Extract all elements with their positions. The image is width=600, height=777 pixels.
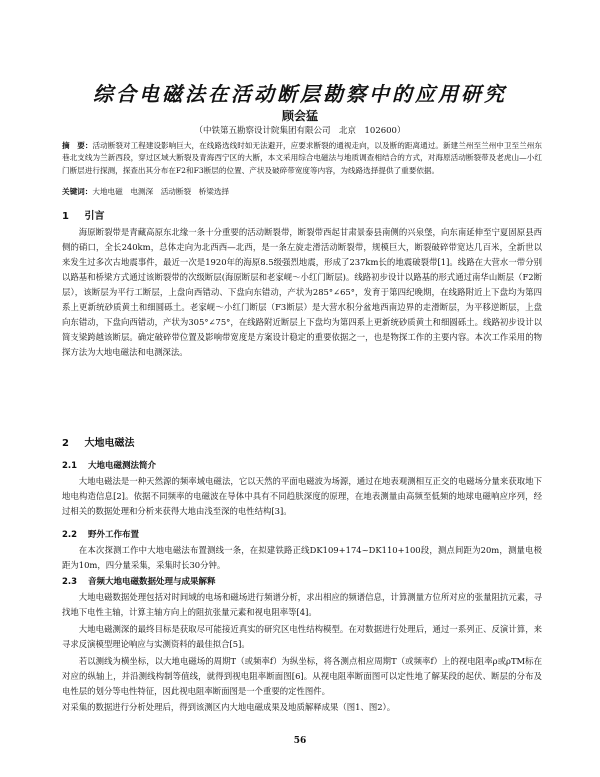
section-1-heading (62, 207, 104, 222)
section-2-number: 2 (62, 438, 69, 449)
subsection-2-3-paragraph-1: 大地电磁数据处理包括对时间域的电场和磁场进行频谱分析，求出相应的频谱信息，计算测量方位所对应的张量阻抗元素，寻找地下电性主轴，计算主轴方向上的阻抗张量元素和视电阻率等[4]。 (62, 592, 542, 617)
subsection-2-2-number: 2.2 (62, 530, 78, 540)
section-2-title: 大地电磁法 (84, 438, 135, 449)
subsection-2-1-title: 大地电磁测法简介 (88, 461, 157, 471)
subsection-2-1-heading (62, 459, 156, 471)
section-1-title: 引言 (84, 211, 105, 222)
subsection-2-1-number: 2.1 (62, 461, 78, 471)
author-name: 顾会猛 (281, 109, 318, 123)
subsection-2-3-heading (62, 575, 216, 587)
section-1-number: 1 (62, 211, 69, 222)
abstract-block (62, 140, 542, 177)
paper-title: 综合电磁法在活动断层勘察中的应用研究 (93, 82, 507, 106)
page-number: 56 (293, 736, 307, 746)
subsection-2-2-title: 野外工作布置 (88, 530, 140, 540)
subsection-2-3-title: 音频大地电磁数据处理与成果解释 (88, 577, 216, 587)
abstract-text: 活动断裂对工程建设影响巨大，在线路选线时如无法避开，应要求断裂的通视走向，以及断的距离通过。新建兰州至兰州中卫至兰州东巷北支线为兰新西段，穿过区域大断裂及青海西宁区的大断，本文采用综合电磁法与地质调查相结合的方式，对海原活动断裂带及老虎山—小红门断层进行探测，探查出其分布在F2和F3断层的位置、产状及破碎带宽度等内容，为线路选择提供了重要依据。 (62, 141, 542, 175)
subsection-2-3-number: 2.3 (62, 577, 78, 587)
abstract-label: 摘 要： (62, 141, 93, 150)
section-1-paragraph: 海原断裂带是青藏高原东北缘一条十分重要的活动断裂带，断裂带西起甘肃景泰县南侧的兴泉堡，向东南延伸至宁夏固原县西侧的硝口，全长240km，总体走向为北西西—北西，是一条左旋走滑活动断裂带，规模巨大，断裂破碎带宽达几百米，全新世以来发生过多次古地震事件，最近一次是1920年的海原8.5级强烈地震，形成了237km长的地震破裂带[1]。线路在大营水一带分别以路基和桥梁方式通过该断裂带的次级断层(海原断层和老家岘～小红门断层)。线路初步设计以路基的形式通过南华山断层（F2断层），该断层为平行工断层，上盘向西错动、下盘向东错动，产状为285°∠65°，发育于第四纪晚期，在线路附近上下盘均为第四系上更新统砂质黄土和细圆砾土。老家岘～小红门断层（F3断层）是大营水积分盆地西南边界的走滑断层，为平移逆断层，上盘向东错动，下盘向西错动，产状为305°∠75°，在线路附近断层上下盘均为第四系上更新统砂质黄土和细圆砾土。线路初步设计以简支梁跨越该断层。确定破碎带位置及影响带宽度是方案设计稳定的重要依据之一，也是物探工作的主要内容。本次工作采用的物探方法为大地电磁法和电测深法。 (62, 227, 542, 357)
subsection-2-1-paragraph: 大地电磁法是一种天然源的频率域电磁法，它以天然的平面电磁波为场源，通过在地表观测相互正交的电磁场分量来获取地下地电构造信息[2]。依据不同频率的电磁波在导体中具有不同趋肤深度的原理，在地表测量由高频至低频的地球电磁响应序列，经过相关的数据处理和分析来获得大地由浅至深的电性结构[3]。 (62, 476, 542, 516)
subsection-2-2-paragraph: 在本次探测工作中大地电磁法布置测线一条，在拟建铁路正线DK109+174~DK110+100段，测点间距为20m，测量电极距为10m，四分量采集，采集时长30分钟。 (62, 545, 542, 570)
section-2-heading (62, 434, 134, 449)
subsection-2-2-heading (62, 528, 139, 540)
keywords-block (62, 186, 542, 197)
keywords-text: 大地电磁 电测深 活动断裂 桥梁选择 (92, 187, 230, 196)
author-affiliation: （中铁第五勘察设计院集团有限公司 北京 102600） (194, 126, 406, 136)
subsection-2-3-paragraph-3: 若以测线为横坐标，以大地电磁场的周期T（或频率f）为纵坐标，将各测点相应周期T（或频率f）上的视电阻率ρ或ρTM标在对应的纵轴上，并沿测线构制等值线，就得到视电阻率断面图[6]。从视电阻率断面图可以定性地了解某段的起伏、断层的分布及电性层的划分等电性特征，因此视电阻率断面图是一个重要的定性图件。 (62, 656, 542, 696)
keywords-label: 关键词： (62, 187, 93, 196)
subsection-2-3-paragraph-2: 大地电磁测深的最终目标是获取尽可能接近真实的研究区电性结构模型。在对数据进行处理后，通过一系列正、反演计算，来寻求反演模型理论响应与实测资料的最佳拟合[5]。 (62, 624, 542, 649)
subsection-2-3-paragraph-4: 对采集的数据进行分析处理后，得到该测区内大地电磁成果及地质解释成果（图1、图2）。 (62, 702, 396, 712)
